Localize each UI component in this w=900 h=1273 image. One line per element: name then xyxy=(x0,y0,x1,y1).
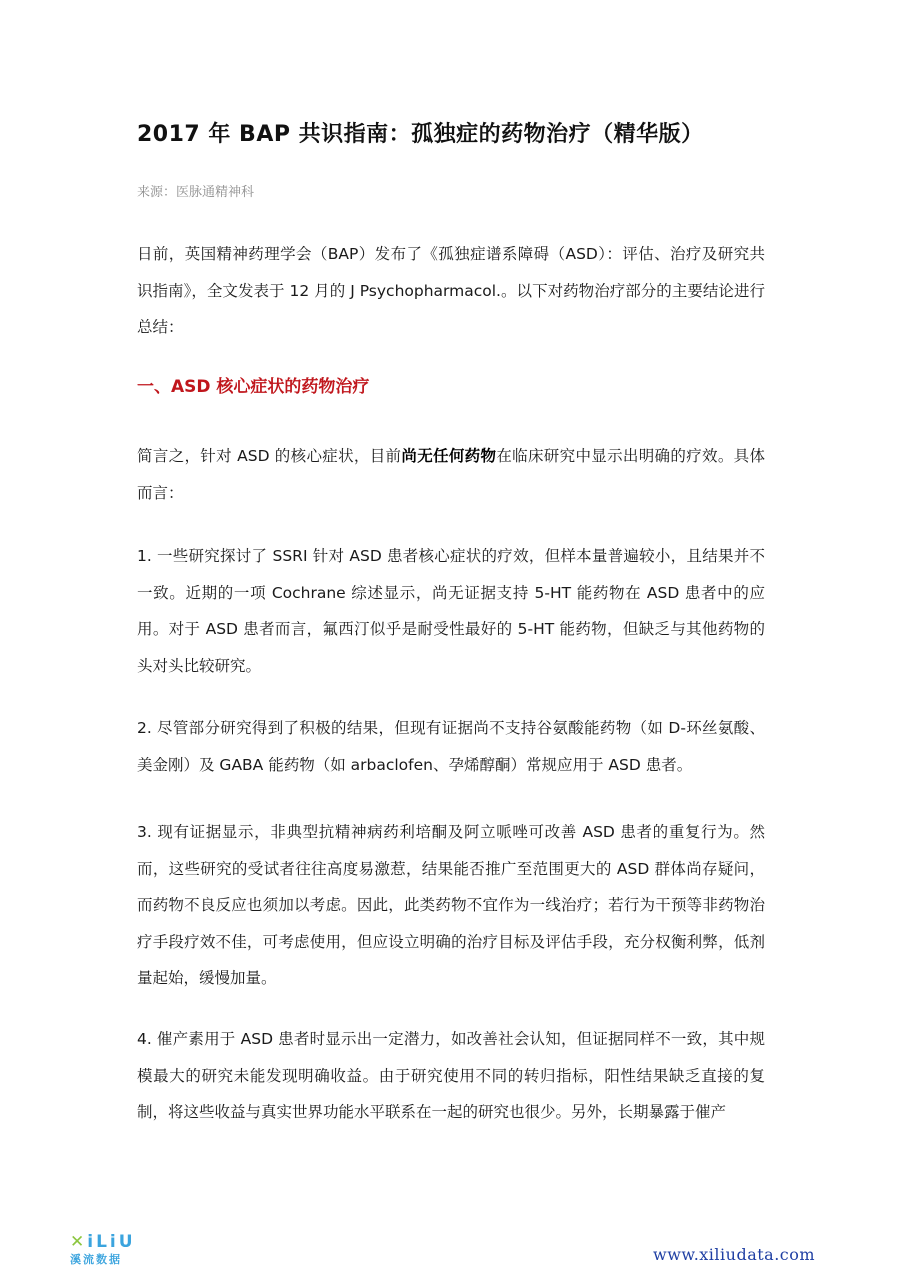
xiliu-logo xyxy=(70,1232,160,1266)
summary-text-before: 简言之，针对 ASD 的核心症状，目前 xyxy=(137,447,402,465)
section-heading: 一、ASD 核心症状的药物治疗 xyxy=(137,377,370,397)
summary-paragraph xyxy=(137,438,765,511)
page-title: 2017 年 BAP 共识指南：孤独症的药物治疗（精华版） xyxy=(137,122,704,147)
logo-text: ✕iLiU xyxy=(70,1232,136,1252)
summary-text-after: 在临床研究中显示出明确的疗效。具体而言： xyxy=(137,447,765,502)
footer-url: www.xiliudata.com xyxy=(653,1245,816,1264)
list-item: 3. 现有证据显示，非典型抗精神病药利培酮及阿立哌唑可改善 ASD 患者的重复行为。然而，这些研究的受试者往往高度易激惹，结果能否推广至范围更大的 ASD 群体尚存疑问，而药物不良反应也须加以考虑。因此，此类药物不宜作为一线治疗；若行为干预等非药物治疗手段疗效不佳，可考虑使用，但应设立明确的治疗目标及评估手段，充分权衡利弊，低剂量起始，缓慢加量。 xyxy=(137,823,765,987)
source-line: 来源：医脉通精神科 xyxy=(137,185,255,200)
logo-subtext: 溪流数据 xyxy=(70,1253,122,1266)
list-item: 4. 催产素用于 ASD 患者时显示出一定潜力，如改善社会认知，但证据同样不一致，其中规模最大的研究未能发现明确收益。由于研究使用不同的转归指标，阳性结果缺乏直接的复制，将这些收益与真实世界功能水平联系在一起的研究也很少。另外，长期暴露于催产 xyxy=(137,1030,765,1121)
list-item: 1. 一些研究探讨了 SSRI 针对 ASD 患者核心症状的疗效，但样本量普遍较小，且结果并不一致。近期的一项 Cochrane 综述显示，尚无证据支持 5-HT 能药物在 ASD 患者中的应用。对于 ASD 患者而言，氟西汀似乎是耐受性最好的 5-HT 能药物，但缺乏与其他药物的头对头比较研究。 xyxy=(137,547,765,675)
intro-paragraph: 日前，英国精神药理学会（BAP）发布了《孤独症谱系障碍（ASD）：评估、治疗及研究共识指南》，全文发表于 12 月的 J Psychopharmacol.。以下对药物治疗部分的主要结论进行总结： xyxy=(137,245,765,336)
summary-bold-text: 尚无任何药物 xyxy=(401,447,497,465)
list-item: 2. 尽管部分研究得到了积极的结果，但现有证据尚不支持谷氨酸能药物（如 D-环丝氨酸、美金刚）及 GABA 能药物（如 arbaclofen、孕烯醇酮）常规应用于 ASD 患者。 xyxy=(137,719,765,774)
